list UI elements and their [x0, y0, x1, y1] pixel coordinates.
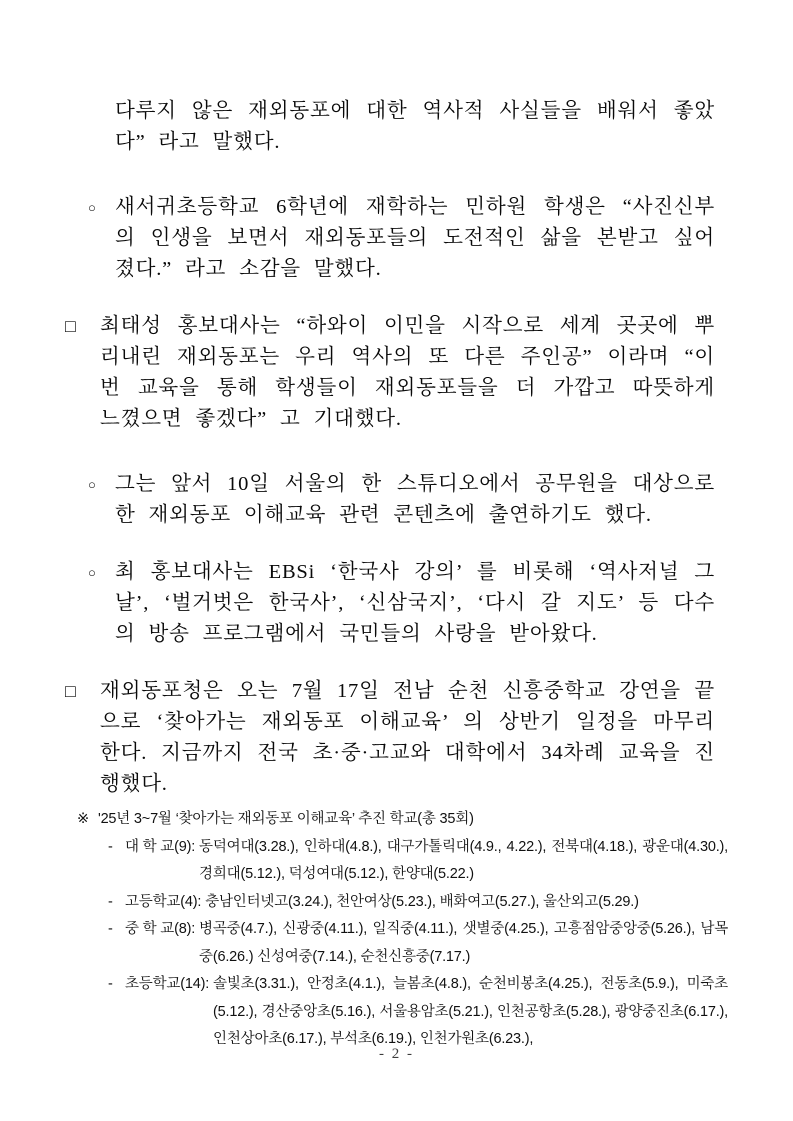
footnote-item-text: 충남인터넷고(3.24.), 천안여상(5.23.), 배화여고(5.27.), 울산외고(5.29.) — [205, 893, 639, 910]
footnote-item-high-schools — [108, 889, 728, 917]
footnote-item-label: 고등학교(4): — [125, 893, 202, 910]
circle-bullet-icon: ○ — [88, 200, 96, 215]
paragraph-text: 재외동포청은 오는 7월 17일 전남 순천 신흥중학교 강연을 끝으로 ‘찾아가는 재외동포 이해교육’ 의 상반기 일정을 마무리한다. 지금까지 전국 초·중·고교와 대학에서 34차례 교육을 진행했다. — [100, 680, 715, 795]
footnote-item-middle-schools — [108, 916, 728, 971]
footnote-title-row — [64, 806, 728, 834]
dash-icon: - — [108, 893, 113, 910]
footnote-school-list — [64, 806, 728, 1054]
item-schedule-wrapup — [64, 676, 715, 800]
paragraph-text: 최 홍보대사는 EBSi ‘한국사 강의’ 를 비롯해 ‘역사저널 그날’, ‘벌거벗은 한국사’, ‘신삼국지’, ‘다시 갈 지도’ 등 다수의 방송 프로그램에서 국민들의 사랑을 받아왔다. — [115, 561, 715, 645]
circle-bullet-icon: ○ — [88, 477, 96, 492]
item-broadcast-programs — [64, 557, 715, 650]
page-number: - 2 - — [379, 1046, 414, 1062]
dash-icon: - — [108, 921, 113, 937]
item-studio-appearance — [64, 469, 715, 531]
item-ambassador-remark — [64, 311, 715, 435]
footnote-item-universities — [108, 834, 728, 889]
footnote-item-label: 중 학 교(8): — [125, 921, 196, 937]
footnote-item-text: 병곡중(4.7.), 신광중(4.11.), 일직중(4.11.), 샛별중(4.25.), 고흥점암중앙중(5.26.), 남목중(6.26.) 신성여중(7.14.), 순천신흥중(7.17.) — [199, 921, 728, 965]
footnote-item-text: 동덕여대(3.28.), 인하대(4.8.), 대구가톨릭대(4.9., 4.22.), 전북대(4.18.), 광운대(4.30.), 경희대(5.12.), 덕성여대(5.12.), 한양대(5.22.) — [199, 838, 728, 882]
dash-icon: - — [108, 976, 113, 992]
footnote-item-elementary-schools — [108, 971, 728, 1054]
reference-mark-icon: ※ — [77, 811, 89, 827]
square-bullet-icon: □ — [65, 316, 76, 336]
page-content — [64, 96, 728, 1054]
footnote-item-label: 초등학교(14): — [125, 976, 210, 992]
paragraph-text: 그는 앞서 10일 서울의 한 스튜디오에서 공무원을 대상으로 한 재외동포 이해교육 관련 콘텐츠에 출연하기도 했다. — [115, 473, 715, 526]
footnote-item-text: 솔빛초(3.31.), 안정초(4.1.), 늘봄초(4.8.), 순천비봉초(4.25.), 전동초(5.9.), 미죽초(5.12.), 경산중앙초(5.16.), 서울용암초(5.21.), 인천공항초(5.28.), 광양중진초(6.17.), 인천상아초(6.17.), 부석초(6.19.), 인천가원초(6.23.), — [213, 976, 728, 1047]
paragraph-text: 새서귀초등학교 6학년에 재학하는 민하원 학생은 “사진신부의 인생을 보면서 재외동포들의 도전적인 삶을 본받고 싶어졌다.” 라고 소감을 말했다. — [115, 196, 715, 280]
footnote-item-label: 대 학 교(9): — [125, 838, 196, 855]
square-bullet-icon: □ — [65, 681, 76, 701]
paragraph-text: 다루지 않은 재외동포에 대한 역사적 사실들을 배워서 좋았다” 라고 말했다. — [115, 100, 715, 153]
paragraph-text: 최태성 홍보대사는 “하와이 이민을 시작으로 세계 곳곳에 뿌리내린 재외동포는 우리 역사의 또 다른 주인공” 이라며 “이번 교육을 통해 학생들이 재외동포들을 더 가깝고 따뜻하게 느꼈으면 좋겠다” 고 기대했다. — [100, 315, 715, 430]
paragraph-quote-continuation — [64, 96, 715, 158]
footnote-title: '25년 3~7월 ‘찾아가는 재외동포 이해교육’ 추진 학교(총 35회) — [98, 811, 474, 827]
dash-icon: - — [108, 838, 113, 855]
circle-bullet-icon: ○ — [88, 565, 96, 580]
item-student-quote — [64, 192, 715, 285]
